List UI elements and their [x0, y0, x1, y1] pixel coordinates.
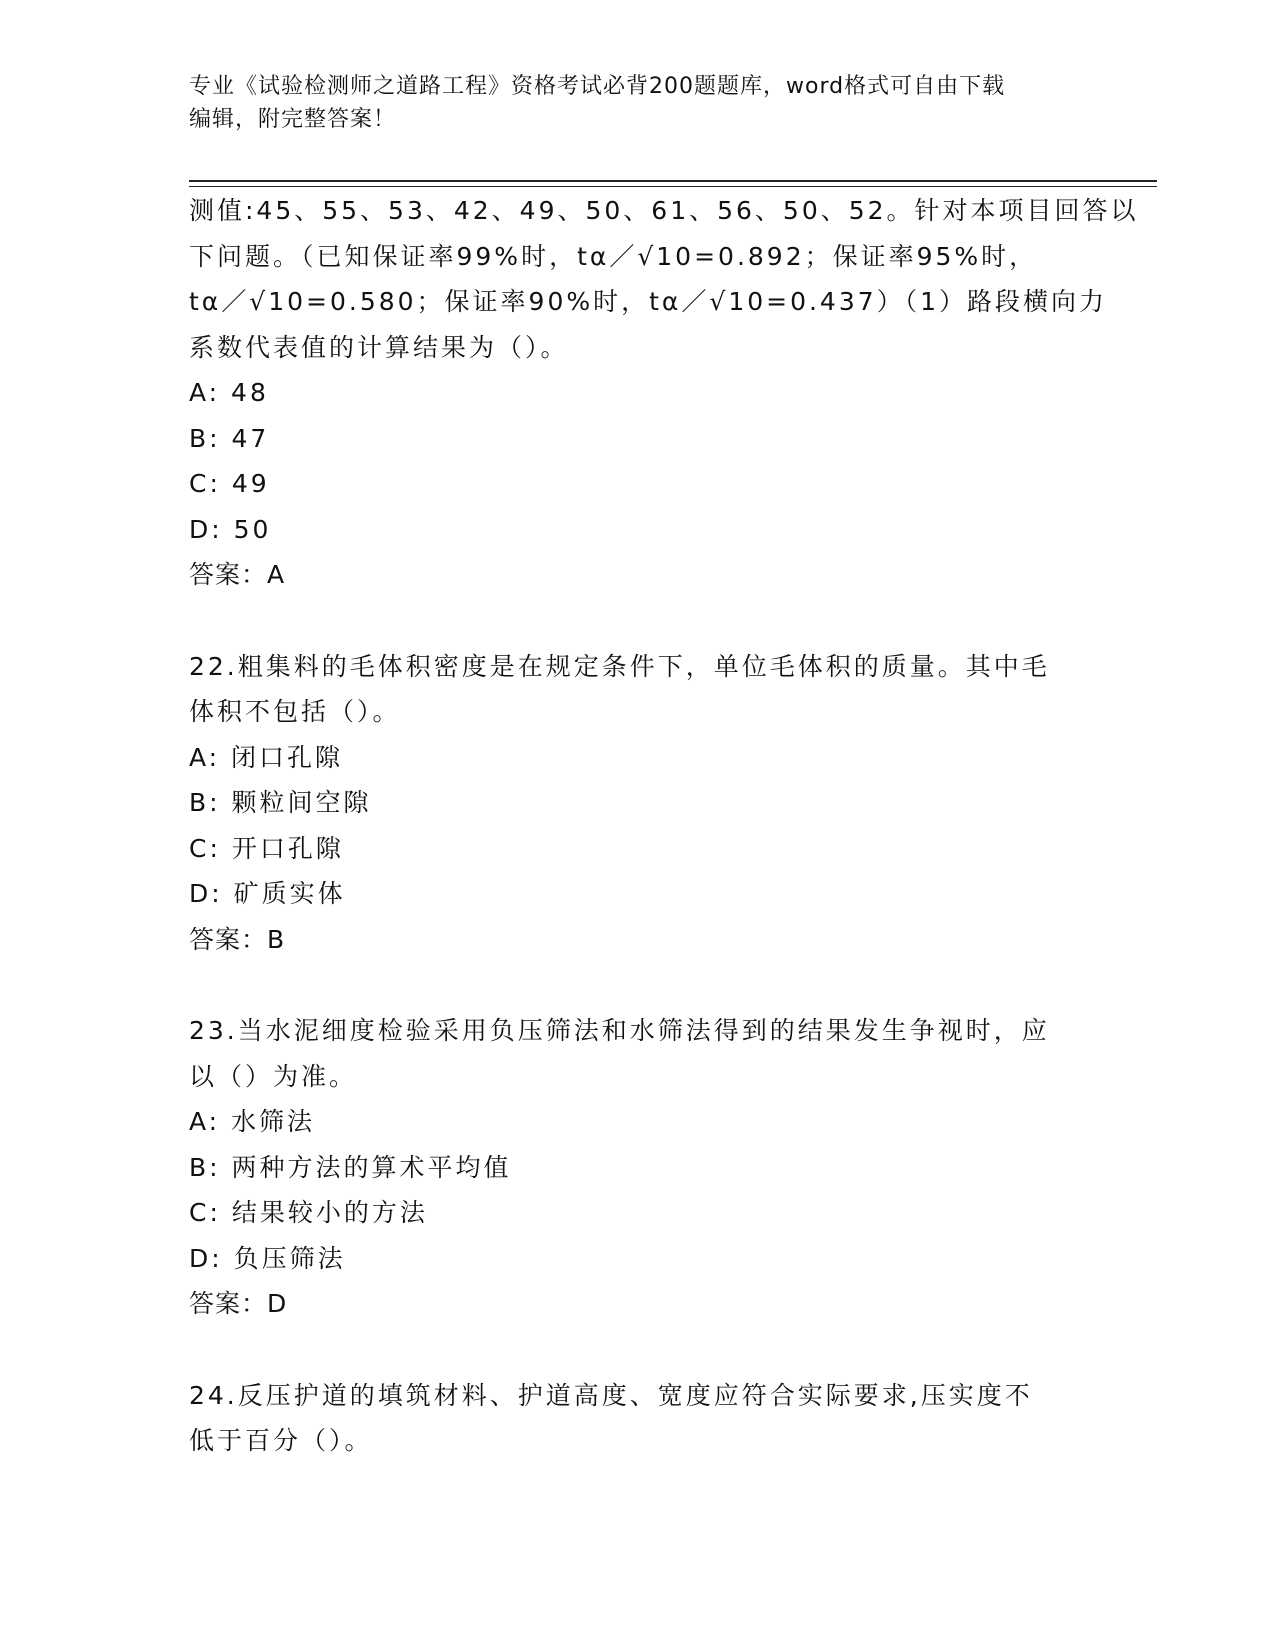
question-text-line: 测值:45、55、53、42、49、50、61、56、50、52。针对本项目回答以	[189, 196, 1139, 225]
question-text-line: 低于百分（）。	[189, 1426, 373, 1455]
question-text-line: 体积不包括（）。	[189, 697, 401, 726]
header-line-1: 专业《试验检测师之道路工程》资格考试必背200题题库，word格式可自由下载	[189, 74, 1006, 99]
question-text-line: 23.当水泥细度检验采用负压筛法和水筛法得到的结果发生争视时，应	[189, 1016, 1050, 1045]
answer: 答案：A	[189, 560, 286, 589]
answer: 答案：B	[189, 924, 286, 954]
question-text-line: 22.粗集料的毛体积密度是在规定条件下，单位毛体积的质量。其中毛	[189, 651, 1050, 681]
option-d: D: 矿质实体	[189, 879, 346, 908]
option-a: A: 闭口孔隙	[189, 742, 344, 772]
question-text-line: 以（）为准。	[189, 1061, 358, 1091]
answer: 答案：D	[189, 1289, 288, 1318]
question-text-line: 系数代表值的计算结果为（）。	[189, 332, 569, 362]
option-c: C: 49	[189, 469, 270, 498]
header-rule-thin	[189, 186, 1157, 187]
option-d: D: 50	[189, 514, 272, 544]
option-b: B: 两种方法的算术平均值	[189, 1152, 512, 1182]
option-a: A: 水筛法	[189, 1107, 316, 1136]
question-22	[189, 644, 1089, 963]
question-24	[189, 1373, 1089, 1464]
option-c: C: 结果较小的方法	[189, 1198, 428, 1227]
header-line-2: 编辑，附完整答案！	[189, 107, 397, 132]
document-header	[189, 70, 1069, 136]
question-21	[189, 188, 1139, 598]
question-text-line: 下问题。（已知保证率99%时，tα／√10=0.892；保证率95%时，	[189, 241, 1038, 271]
question-text-line: tα／√10=0.580；保证率90%时，tα／√10=0.437）（1）路段横向力	[189, 287, 1108, 316]
option-b: B: 颗粒间空隙	[189, 788, 372, 817]
option-d: D: 负压筛法	[189, 1243, 346, 1273]
option-b: B: 47	[189, 423, 270, 453]
question-23	[189, 1008, 1089, 1327]
question-text-line: 24.反压护道的填筑材料、护道高度、宽度应符合实际要求,压实度不	[189, 1380, 1033, 1410]
option-c: C: 开口孔隙	[189, 833, 344, 863]
question-list	[189, 188, 1139, 1464]
option-a: A: 48	[189, 378, 269, 407]
header-rule-thick	[189, 180, 1157, 182]
